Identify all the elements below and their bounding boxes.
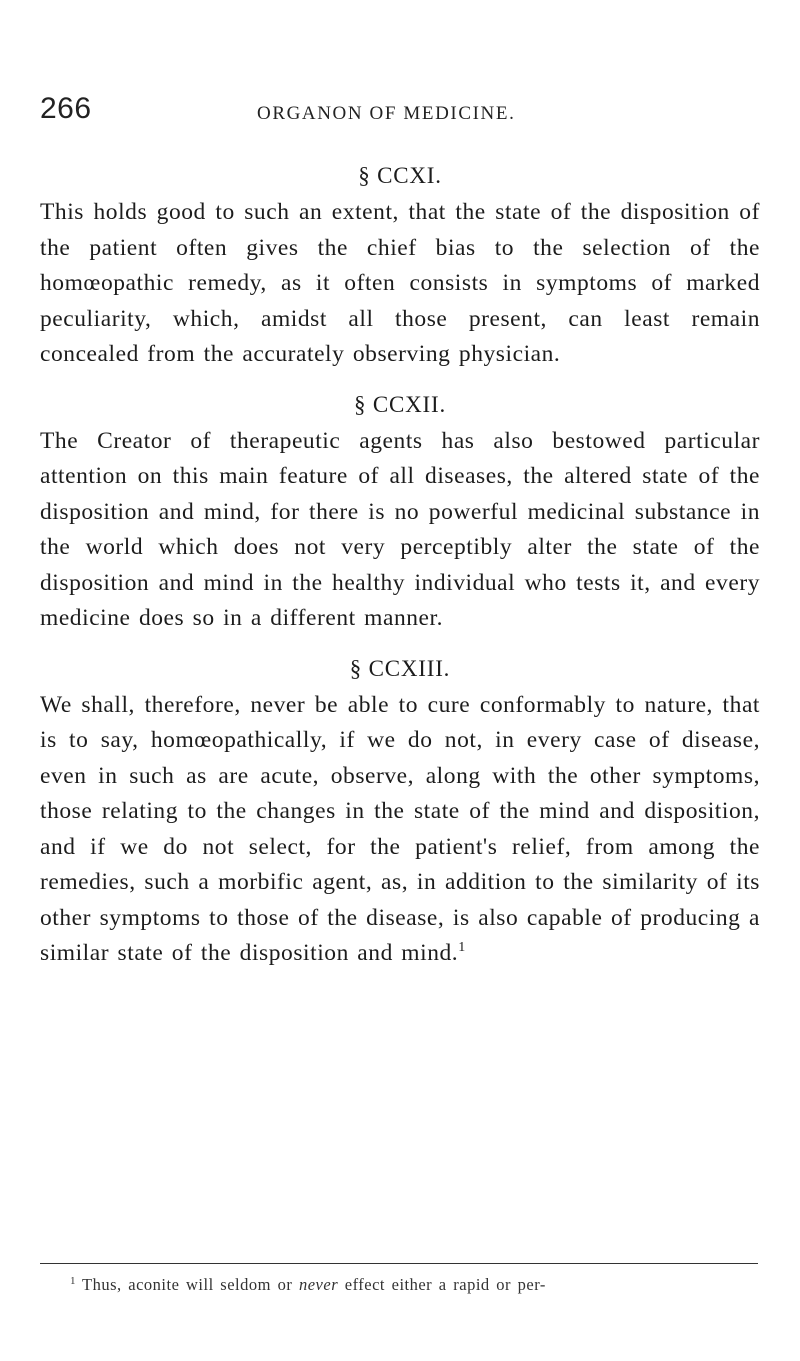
section-text: We shall, therefore, never be able to cure conformably to nature, that is to say, homœopathically, if we do not, in every case of disease, even in such as are acute, observe, along with the other symptoms, those relating to the changes in the state of the mind and disposition, and if we do not select, for the patient's relief, from among the remedies, such a morbific agent, as, in addition to the similarity of its other symptoms to those of the disease, is also capable of producing a similar state of the disposition and mind.: [40, 691, 760, 966]
section-heading: § CCXIII.: [349, 655, 451, 681]
page-header: [40, 88, 760, 136]
footnote-text-italic: never: [298, 1275, 339, 1294]
footnote-reference: 1: [458, 940, 466, 955]
page-number: 266: [40, 92, 92, 125]
footnote-divider: [40, 1263, 758, 1264]
footnote-text-start: Thus, aconite will seldom or: [82, 1275, 293, 1294]
section-text: This holds good to such an extent, that the state of the disposition of the patient often gives the chief bias to the selection of the homœopathic remedy, as it often consists in symptoms of marked peculiarity, which, amidst all those present, can least remain concealed from the accurately observing physician.: [40, 199, 760, 367]
section-heading: § CCXI.: [358, 163, 442, 188]
section-ccxiii: [40, 653, 760, 972]
footnote-text-end: effect either a rapid or per-: [344, 1275, 546, 1294]
section-heading: § CCXII.: [353, 391, 446, 417]
section-ccxi: [40, 160, 760, 373]
page-body: [40, 160, 760, 972]
section-text-with-footnote: [40, 688, 760, 972]
section-text: The Creator of therapeutic agents has also bestowed particular attention on this main feature of all diseases, the altered state of the disposition and mind, for there is no powerful medicinal substance in the world which does not very perceptibly alter the state of the disposition and mind in the healthy individual who tests it, and every medicine does so in a different manner.: [40, 427, 760, 631]
footnote-number: 1: [70, 1275, 76, 1287]
footnote: [40, 1274, 760, 1296]
running-title: ORGANON OF MEDICINE.: [257, 103, 516, 124]
section-ccxii: [40, 389, 760, 637]
